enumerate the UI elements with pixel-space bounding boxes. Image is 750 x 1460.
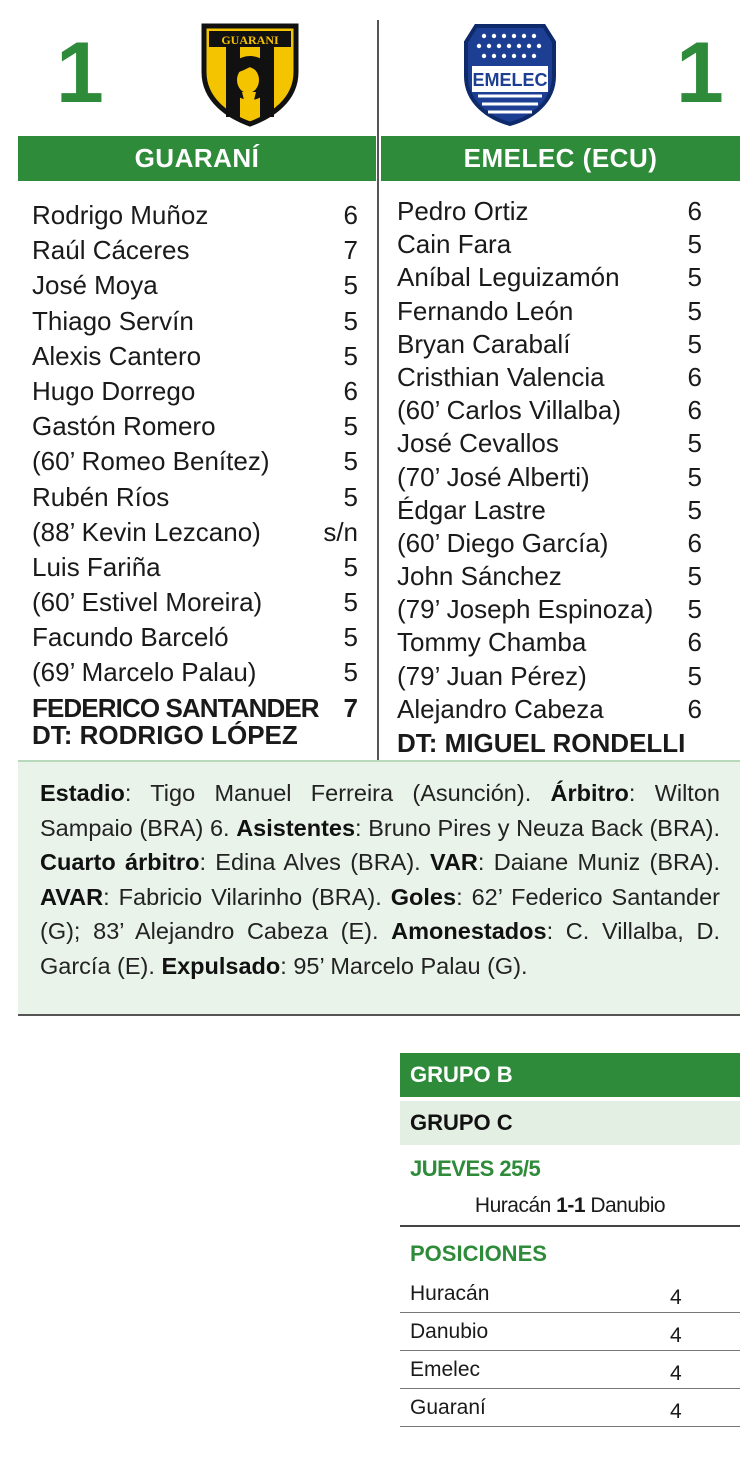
player-row xyxy=(397,660,702,693)
player-rating: 5 xyxy=(343,551,358,582)
player-rating: 6 xyxy=(687,527,702,558)
player-rating: 6 xyxy=(687,395,702,426)
player-rating: s/n xyxy=(323,516,358,547)
home-lineup xyxy=(32,198,358,726)
player-name: (60’ Carlos Villalba) xyxy=(397,395,621,426)
avar-label: AVAR xyxy=(40,883,104,910)
team-divider xyxy=(377,20,379,760)
player-row xyxy=(32,480,358,515)
player-name: Tommy Chamba xyxy=(397,627,587,658)
standings-row xyxy=(400,1275,740,1313)
referee-value: : Wilton Sampaio (BRA) 6. xyxy=(40,780,720,841)
player-rating: 5 xyxy=(687,561,702,592)
player-rating: 6 xyxy=(687,693,702,724)
player-row xyxy=(397,494,702,527)
player-rating: 5 xyxy=(343,411,358,442)
player-name: Thiago Servín xyxy=(32,305,194,336)
player-row xyxy=(397,527,702,560)
player-name: Alejandro Cabeza xyxy=(397,693,604,724)
home-team-name: GUARANÍ xyxy=(18,136,376,181)
group-c-header: GRUPO C xyxy=(400,1101,740,1145)
player-row xyxy=(32,515,358,550)
away-team-name: EMELEC (ECU) xyxy=(381,136,740,181)
player-rating: 5 xyxy=(687,295,702,326)
standings-team: Emelec xyxy=(410,1357,481,1381)
sent-off-value: : 95’ Marcelo Palau (G). xyxy=(280,952,528,979)
player-name: José Moya xyxy=(32,270,158,301)
player-name: (69’ Marcelo Palau) xyxy=(32,657,257,688)
standings-row xyxy=(400,1313,740,1351)
player-name: Pedro Ortiz xyxy=(397,196,529,226)
player-rating: 7 xyxy=(343,235,358,266)
match-away-team: Danubio xyxy=(585,1194,666,1217)
player-rating: 5 xyxy=(343,340,358,371)
player-name: John Sánchez xyxy=(397,561,562,592)
player-name: Gastón Romero xyxy=(32,411,216,442)
assistants-value: : Bruno Pires y Neuza Back (BRA). xyxy=(355,814,720,841)
away-coach: DT: MIGUEL RONDELLI xyxy=(397,728,686,758)
player-rating: 6 xyxy=(687,627,702,658)
player-row xyxy=(32,268,358,303)
standings-row xyxy=(400,1351,740,1389)
player-rating: 5 xyxy=(687,594,702,625)
player-name: (79’ Juan Pérez) xyxy=(397,660,587,691)
player-row xyxy=(397,328,702,361)
standings-points: 4 xyxy=(670,1400,682,1423)
away-score: 1 xyxy=(676,25,724,121)
avar-value: : Fabricio Vilarinho (BRA). xyxy=(103,883,391,910)
player-name: (60’ Estivel Moreira) xyxy=(32,587,263,618)
standings-team: Danubio xyxy=(410,1319,489,1343)
player-row xyxy=(32,198,358,233)
player-row xyxy=(397,394,702,427)
player-rating: 5 xyxy=(343,305,358,336)
emelec-crest-text: EMELEC xyxy=(472,70,548,90)
player-name: Luis Fariña xyxy=(32,551,161,582)
var-value: : Daiane Muniz (BRA). xyxy=(477,849,721,875)
player-rating: 7 xyxy=(343,692,358,723)
standings-title: POSICIONES xyxy=(410,1241,547,1266)
player-name: Rodrigo Muñoz xyxy=(32,200,209,230)
player-name: (88’ Kevin Lezcano) xyxy=(32,516,261,547)
player-name: Facundo Barceló xyxy=(32,622,229,653)
player-name: Fernando León xyxy=(397,295,574,326)
player-row xyxy=(32,374,358,409)
player-name: José Cevallos xyxy=(397,428,559,459)
player-row xyxy=(397,593,702,626)
player-rating: 5 xyxy=(687,494,702,525)
player-rating: 6 xyxy=(343,375,358,406)
player-name: (70’ José Alberti) xyxy=(397,461,590,492)
player-rating: 5 xyxy=(687,328,702,359)
player-name: Hugo Dorrego xyxy=(32,375,196,406)
player-name: Cristhian Valencia xyxy=(397,361,605,392)
cautioned-value: : C. Villalba, D. García (E). xyxy=(40,918,720,979)
player-rating: 5 xyxy=(687,229,702,260)
player-name: Édgar Lastre xyxy=(397,494,546,525)
player-rating: 5 xyxy=(687,660,702,691)
standings-points: 4 xyxy=(670,1286,682,1309)
var-label: VAR xyxy=(430,849,478,875)
player-row xyxy=(397,295,702,328)
match-day-title: JUEVES 25/5 xyxy=(410,1156,541,1181)
standings-team: Huracán xyxy=(410,1281,490,1305)
player-row xyxy=(32,655,358,690)
assistants-label: Asistentes xyxy=(236,814,356,841)
player-name: Raúl Cáceres xyxy=(32,235,190,266)
player-rating: 5 xyxy=(343,481,358,512)
player-rating: 5 xyxy=(343,622,358,653)
player-name: Bryan Carabalí xyxy=(397,328,571,359)
player-name: Cain Fara xyxy=(397,229,512,260)
cautioned-label: Amonestados xyxy=(391,918,547,944)
player-row xyxy=(32,550,358,585)
player-name: (79’ Joseph Espinoza) xyxy=(397,594,654,625)
player-rating: 6 xyxy=(687,196,702,226)
player-row xyxy=(32,339,358,374)
player-row xyxy=(397,261,702,294)
referee-label: Árbitro xyxy=(550,780,629,806)
standings-team: Guaraní xyxy=(410,1395,486,1419)
guarani-crest-text: GUARANI xyxy=(221,33,279,47)
player-rating: 5 xyxy=(343,446,358,477)
player-row xyxy=(397,461,702,494)
standings-points: 4 xyxy=(670,1362,682,1385)
player-row xyxy=(397,626,702,659)
player-row xyxy=(32,304,358,339)
stadium-label: Estadio xyxy=(40,780,125,806)
player-row xyxy=(32,233,358,268)
stadium-value: : Tigo Manuel Ferreira (Asunción). xyxy=(124,780,551,806)
player-rating: 5 xyxy=(687,461,702,492)
player-rating: 5 xyxy=(343,587,358,618)
group-sidebar xyxy=(400,1053,740,1427)
group-b-header: GRUPO B xyxy=(400,1053,740,1097)
standings-row xyxy=(400,1389,740,1427)
player-rating: 5 xyxy=(343,657,358,688)
player-row xyxy=(32,585,358,620)
home-score: 1 xyxy=(56,25,104,121)
player-row xyxy=(397,427,702,460)
match-score: 1-1 xyxy=(556,1194,585,1217)
away-lineup xyxy=(397,195,702,726)
player-row xyxy=(397,693,702,726)
player-name: Aníbal Leguizamón xyxy=(397,262,620,293)
player-row xyxy=(397,228,702,261)
player-name: Rubén Ríos xyxy=(32,481,170,512)
home-coach: DT: RODRIGO LÓPEZ xyxy=(32,720,298,750)
player-name: (60’ Diego García) xyxy=(397,527,609,558)
player-name: FEDERICO SANTANDER xyxy=(32,692,319,723)
player-row xyxy=(397,195,702,228)
sent-off-label: Expulsado xyxy=(161,952,281,979)
fourth-referee-label: Cuarto árbitro xyxy=(40,849,200,875)
player-row xyxy=(397,560,702,593)
player-name: (60’ Romeo Benítez) xyxy=(32,446,270,477)
player-row xyxy=(32,409,358,444)
match-home-team: Huracán xyxy=(474,1194,557,1217)
emelec-crest-icon xyxy=(458,20,562,128)
player-rating: 6 xyxy=(687,361,702,392)
player-row xyxy=(32,620,358,655)
standings-points: 4 xyxy=(670,1324,682,1347)
match-result xyxy=(400,1187,740,1227)
player-row xyxy=(32,444,358,479)
fourth-referee-value: : Edina Alves (BRA). xyxy=(199,849,431,875)
goals-label: Goles xyxy=(390,883,457,910)
player-rating: 5 xyxy=(687,262,702,293)
goals-value: : 62’ Federico Santander (G); 83’ Alejandro Cabeza (E). xyxy=(40,883,720,944)
player-name: Alexis Cantero xyxy=(32,340,202,371)
player-row xyxy=(397,361,702,394)
match-info-box xyxy=(18,760,740,1016)
player-rating: 5 xyxy=(343,270,358,301)
player-rating: 5 xyxy=(687,428,702,459)
guarani-crest-icon xyxy=(198,20,302,128)
player-rating: 6 xyxy=(343,200,358,230)
